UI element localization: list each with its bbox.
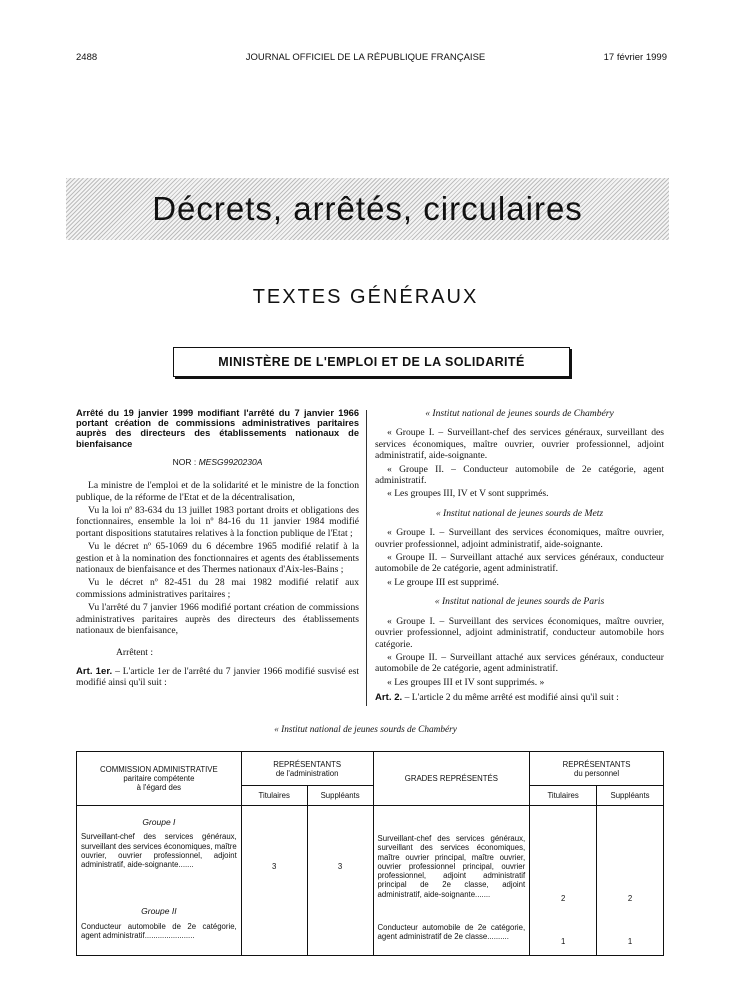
group-entry: « Le groupe III est supprimé. [387, 576, 499, 588]
section-title: TEXTES GÉNÉRAUX [252, 286, 479, 308]
group-1-admin-titulaires: 3 [272, 862, 277, 871]
preamble-paragraph: Vu le décret nº 65-1069 du 6 décembre 1965 modifié relatif à la gestion et à la nomination des fonctionnaires et agents des établissements nationaux de bienfaisance et des Thermes nationaux d'Aix-les-Bains ; [76, 541, 359, 576]
decree-title: Arrêté du 19 janvier 1999 modifiant l'arrêté du 7 janvier 1966 portant création de commissions administratives paritaires auprès des directeurs des établissements nationaux de bienfaisance [76, 408, 359, 449]
right-column [375, 408, 664, 706]
grades-cell [373, 806, 530, 956]
header-rep-admin-line: de l'administration [275, 768, 339, 778]
header-rep-pers-line: REPRÉSENTANTS [562, 759, 631, 769]
header-commission-line: à l'égard des [136, 783, 182, 792]
preamble-paragraph: Vu le décret nº 82-451 du 28 mai 1982 modifié relatif aux commissions administratives paritaires ; [76, 577, 359, 600]
header-pers-suppleants: Suppléants [597, 786, 664, 806]
group-1-commission: Surveillant-chef des services généraux, surveillant des services économiques, maître ouvrier, ouvrier professionnel, adjoint administratif, aide-soignante....... [81, 832, 237, 870]
nor-label: NOR : [172, 456, 197, 467]
table-body-row [77, 806, 664, 956]
group-1-pers-suppleants: 2 [627, 894, 633, 903]
header-pers-titulaires: Titulaires [530, 786, 597, 806]
commission-cell [77, 806, 242, 956]
ministry-name: MINISTÈRE DE L'EMPLOI ET DE LA SOLIDARITÉ [218, 355, 525, 369]
pers-suppleants-cell [597, 806, 664, 956]
group-entry: « Groupe I. – Surveillant des services économiques, maître ouvrier, ouvrier professionnel, adjoint administratif, aide-soignante. [375, 527, 664, 550]
header-rep-personnel [530, 752, 664, 786]
pers-titulaires-cell [530, 806, 597, 956]
page-number: 2488 [76, 52, 98, 63]
column-divider [366, 410, 367, 706]
group-2-grades: Conducteur automobile de 2e catégorie, agent administratif de 2e classe.......... [377, 923, 526, 942]
header-rep-admin-line: REPRÉSENTANTS [273, 759, 342, 769]
header-admin-suppleants: Suppléants [307, 786, 373, 806]
group-1-grades: Surveillant-chef des services généraux, surveillant des services économiques, maître ouvrier principal, maître ouvrier, ouvrier professionnel principal, ouvrier professionnel, adjoint administratif principal de 2e classe, adjoint administratif, aide-soignante....... [377, 834, 526, 899]
preamble-paragraph: Vu l'arrêté du 7 janvier 1966 modifié portant création de commissions administratives paritaires auprès des directeurs des établissements nationaux de bienfaisance, [76, 602, 359, 637]
article-1-text: – L'article 1er de l'arrêté du 7 janvier 1966 modifié susvisé est modifié ainsi qu'il suit : [76, 665, 359, 689]
group-entry: « Groupe I. – Surveillant des services économiques, maître ouvrier, ouvrier professionnel, adjoint administratif, conducteur automobile hors catégorie. [375, 615, 664, 650]
admin-suppleants-cell [307, 806, 373, 956]
nor-code: MESG9920230A [198, 456, 263, 467]
section-banner [66, 178, 669, 240]
journal-title: JOURNAL OFFICIEL DE LA RÉPUBLIQUE FRANÇAISE [245, 52, 486, 63]
group-2-commission: Conducteur automobile de 2e catégorie, agent administratif....................... [81, 921, 237, 941]
preamble-paragraph: Vu la loi nº 83-634 du 13 juillet 1983 portant droits et obligations des fonctionnaires, ensemble la loi nº 84-16 du 11 janvier 1984 modifié portant dispositions statutaires relatives à la fonction publique de l'Etat ; [76, 505, 359, 539]
article-2-text: – L'article 2 du même arrêté est modifié ainsi qu'il suit : [402, 692, 619, 704]
article-1 [76, 666, 359, 689]
group-entry: « Les groupes III et IV sont supprimés. » [387, 676, 545, 688]
banner-title: Décrets, arrêtés, circulaires [152, 190, 583, 227]
left-column [76, 408, 359, 691]
header-rep-admin [241, 752, 373, 786]
group-entry: « Groupe I. – Surveillant-chef des services généraux, surveillant des services économiques, maître ouvrier, ouvrier professionnel, adjoint administratif, aide-soignante. [375, 427, 664, 462]
group-1-label: Groupe I [142, 817, 176, 827]
header-grades: GRADES REPRÉSENTÉS [373, 752, 530, 806]
arretent: Arrêtent : [116, 646, 154, 658]
table-caption: « Institut national de jeunes sourds de Chambéry [274, 725, 457, 735]
nor-reference [76, 457, 359, 468]
group-1-admin-suppleants: 3 [337, 862, 343, 871]
chambery-heading: « Institut national de jeunes sourds de Chambéry [425, 408, 614, 419]
header-commission [77, 752, 242, 806]
paris-heading: « Institut national de jeunes sourds de Paris [434, 596, 605, 608]
group-entry: « Les groupes III, IV et V sont supprimés. [387, 488, 549, 500]
preamble-paragraph: La ministre de l'emploi et de la solidarité et le ministre de la fonction publique, de la réforme de l'Etat et de la décentralisation, [76, 480, 359, 503]
admin-titulaires-cell [241, 806, 307, 956]
header-commission-line: COMMISSION ADMINISTRATIVE [100, 765, 218, 774]
group-1-pers-titulaires: 2 [560, 894, 566, 903]
header-commission-line: paritaire compétente [123, 774, 195, 783]
article-1-label: Art. 1er. [76, 665, 113, 677]
group-entry: « Groupe II. – Surveillant attaché aux services généraux, conducteur automobile de 2e catégorie, agent administratif. [375, 651, 664, 675]
group-entry: « Groupe II. – Conducteur automobile de 2e catégorie, agent administratif. [375, 463, 664, 487]
header-rep-pers-line: du personnel [574, 768, 620, 778]
header-admin-titulaires: Titulaires [241, 786, 307, 806]
article-2 [375, 692, 664, 703]
representatives-table [76, 751, 664, 956]
group-2-pers-suppleants: 1 [627, 937, 633, 946]
group-2-pers-titulaires: 1 [560, 937, 566, 946]
ministry-box [173, 347, 570, 377]
group-entry: « Groupe II. – Surveillant attaché aux services généraux, conducteur automobile de 2e catégorie, agent administratif. [375, 552, 664, 575]
issue-date: 17 février 1999 [603, 52, 667, 63]
group-2-label: Groupe II [141, 906, 177, 917]
metz-heading: « Institut national de jeunes sourds de Metz [435, 507, 604, 519]
table-header-row [77, 752, 664, 786]
article-2-label: Art. 2. [375, 692, 403, 704]
